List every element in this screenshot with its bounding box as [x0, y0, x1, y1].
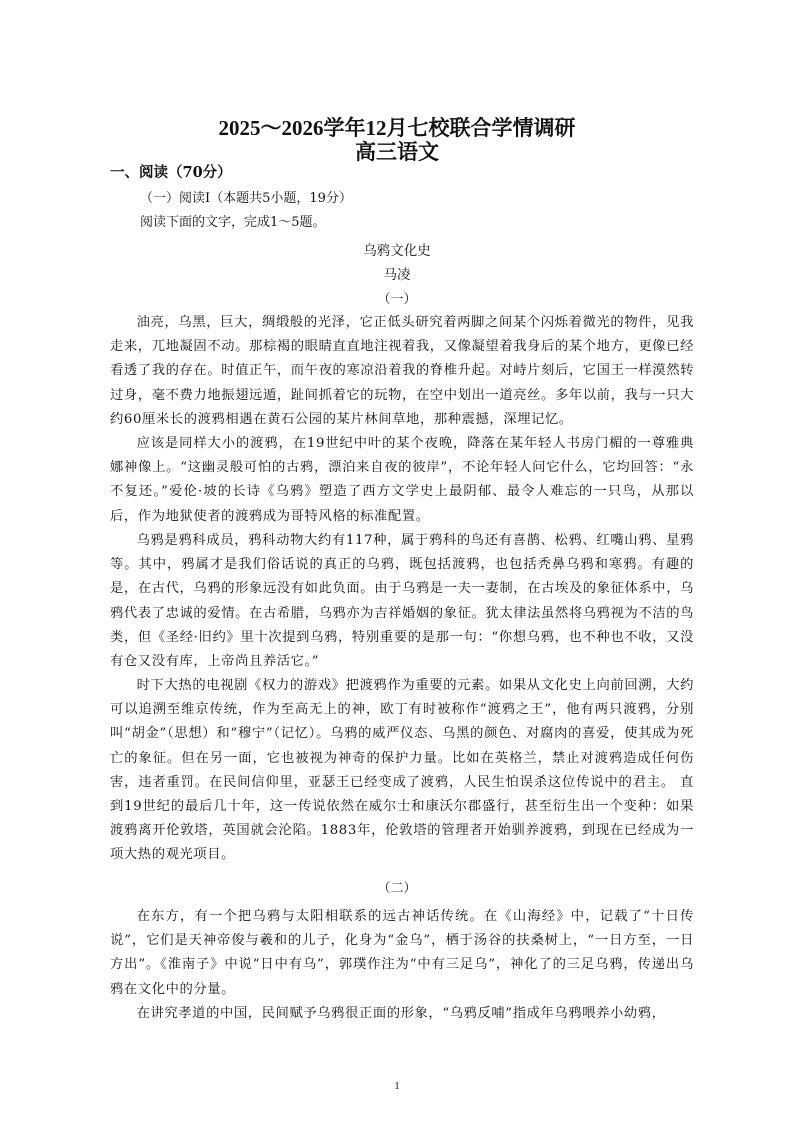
sub-section-heading: （一）阅读Ⅰ（本题共5小题，19分） — [140, 191, 352, 206]
part-label-2: （二） — [377, 881, 417, 896]
article-title: 乌鸦文化史 — [363, 243, 431, 259]
paragraph: 应该是同样大小的渡鸦，在19世纪中叶的某个夜晚，降落在某年轻人书房门楣的一尊雅典娜神像上。“这幽灵般可怕的古鸦，漂泊来自夜的彼岸”，不论年轻人问它什么，它均回答：“永不复还。”爱伦·坡的长诗《乌鸦》塑造了西方文学史上最阴郁、最令人难忘的一只鸟，从那以后，作为地狱使者的渡鸦成为哥特风格的标准配置。 — [110, 436, 694, 524]
paragraph: 油亮，乌黑，巨大，绸缎般的光泽，它正低头研究着两脚之间某个闪烁着微光的物件，见我走来，兀地凝固不动。那棕褐的眼睛直直地注视着我，又像凝望着我身后的某个地方，更像已经看透了我的存在。时值正午，而午夜的寒凉沿着我的脊椎升起。对峙片刻后，它国王一样漠然转过身，毫不费力地振翅远遁，趾间抓着它的玩物，在空中划出一道亮丝。多年以前，我与一只大约60厘米长的渡鸦相遇在黄石公园的某片林间草地，那种震撼，深埋记忆。 — [110, 315, 694, 427]
paragraph: 时下大热的电视剧《权力的游戏》把渡鸦作为重要的元素。如果从文化史上向前回溯，大约可以追溯至维京传统，作为至高无上的神，欧丁有时被称作“渡鸦之王”，他有两只渡鸦，分别叫“胡金”（思想）和“穆宁”（记忆）。乌鸦的威严仪态、乌黑的颜色、对腐肉的喜爱，使其成为死亡的象征。但在另一面，它也被视为神奇的保护力量。比如在英格兰，禁止对渡鸦造成任何伤害，违者重罚。在民间信仰里，亚瑟王已经变成了渡鸦，人民生怕误杀这位传说中的君主。 直到19世纪的最后几十年，这一传说依然在威尔士和康沃尔郡盛行，甚至衍生出一个变种：如果渡鸦离开伦敦塔，英国就会沦陷。1883年，伦敦塔的管理者开始驯养渡鸦，到现在已经成为一项大热的观光项目。 — [110, 678, 694, 863]
page-number: 1 — [394, 1080, 400, 1092]
exam-title: 2025～2026学年12月七校联合学情调研 — [218, 116, 576, 140]
article-author: 马凌 — [383, 267, 411, 283]
paragraph: 在讲究孝道的中国，民间赋予乌鸦很正面的形象，“乌鸦反哺”指成年乌鸦喂养小幼鸦， — [136, 1006, 666, 1021]
paragraph: 在东方，有一个把乌鸦与太阳相联系的远古神话传统。在《山海经》中，记载了“十日传说”，它们是天神帝俊与羲和的儿子，化身为“金乌”，栖于汤谷的扶桑树上，“一日方至，一日方出”。《淮南子》中说“日中有乌”，郭璞作注为“中有三足乌”，神化了的三足乌鸦，传递出乌鸦在文化中的分量。 — [110, 909, 694, 997]
section-heading: 一、阅读（70分） — [110, 164, 232, 181]
paragraph: 乌鸦是鸦科成员，鸦科动物大约有117种，属于鸦科的鸟还有喜鹊、松鸦、红嘴山鸦、星鸦等。其中，鸦属才是我们俗话说的真正的乌鸦，既包括渡鸦，也包括秃鼻乌鸦和寒鸦。有趣的是，在古代，乌鸦的形象远没有如此负面。由于乌鸦是一夫一妻制，在古埃及的象征体系中，乌鸦代表了忠诚的爱情。在古希腊，乌鸦亦为吉祥婚姻的象征。犹太律法虽然将乌鸦视为不洁的鸟类，但《圣经·旧约》里十次提到乌鸦，特别重要的是那一句：“你想乌鸦，也不种也不收，又没有仓又没有库，上帝尚且养活它。” — [110, 533, 694, 670]
part-label-1: （一） — [377, 292, 417, 307]
reading-instruction: 阅读下面的文字，完成1～5题。 — [140, 215, 326, 230]
exam-subject: 高三语文 — [355, 140, 439, 164]
